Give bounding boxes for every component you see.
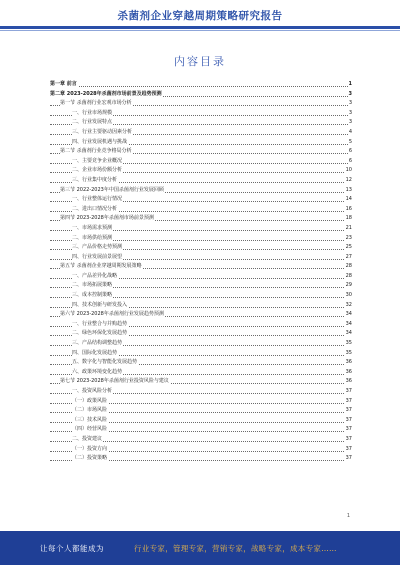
toc-entry-page: 16 bbox=[345, 205, 352, 215]
toc-entry-page: 18 bbox=[345, 214, 352, 224]
toc-entry-page: 28 bbox=[345, 272, 352, 282]
toc-entry-page: 6 bbox=[348, 157, 352, 167]
toc-entry-page: 36 bbox=[345, 358, 352, 368]
toc-entry[interactable] bbox=[50, 272, 352, 282]
toc-entry-page: 35 bbox=[345, 339, 352, 349]
toc-entry-label: （一）政策风险 bbox=[72, 397, 108, 407]
toc-entry-page: 28 bbox=[345, 262, 352, 272]
toc-entry[interactable] bbox=[50, 397, 352, 407]
toc-entry[interactable] bbox=[50, 320, 352, 330]
toc-entry-page: 37 bbox=[345, 445, 352, 455]
toc-entry-page: 34 bbox=[345, 320, 352, 330]
toc-entry-page: 3 bbox=[348, 90, 352, 100]
toc-entry-label: 第六节 2023-2028年杀菌剂行业发展趋势预测 bbox=[60, 310, 165, 320]
toc-entry-page: 32 bbox=[345, 301, 352, 311]
footer-slogan: 让每个人都能成为 bbox=[40, 544, 104, 553]
toc-entry-label: 四、国际化发展趋势 bbox=[72, 349, 118, 359]
toc-entry-label: 第七节 2023-2028年杀菌剂行业投资风险与建议 bbox=[60, 377, 170, 387]
toc-entry-label: 四、技术创新与研发投入 bbox=[72, 301, 128, 311]
toc-entry-label: 二、市场供给预测 bbox=[72, 234, 113, 244]
toc-entry[interactable] bbox=[50, 416, 352, 426]
toc-entry[interactable] bbox=[50, 281, 352, 291]
toc-entry-page: 1 bbox=[348, 80, 352, 90]
toc-entry[interactable] bbox=[50, 109, 352, 119]
toc-entry-page: 27 bbox=[345, 253, 352, 263]
toc-entry[interactable] bbox=[50, 205, 352, 215]
toc-entry[interactable] bbox=[50, 349, 352, 359]
table-of-contents bbox=[50, 80, 352, 464]
toc-entry[interactable] bbox=[50, 176, 352, 186]
toc-entry-page: 37 bbox=[345, 397, 352, 407]
toc-entry-label: 二、市场拓展策略 bbox=[72, 281, 113, 291]
toc-entry-page: 37 bbox=[345, 416, 352, 426]
toc-entry[interactable] bbox=[50, 387, 352, 397]
toc-entry-label: 六、政策环境变化趋势 bbox=[72, 368, 123, 378]
toc-entry[interactable] bbox=[50, 166, 352, 176]
page-number: 1 bbox=[346, 513, 350, 519]
toc-entry-label: （二）投资策略 bbox=[72, 454, 108, 464]
toc-entry-label: 三、行业主要驱动因素分析 bbox=[72, 128, 133, 138]
toc-entry-page: 37 bbox=[345, 387, 352, 397]
toc-entry[interactable] bbox=[50, 214, 352, 224]
toc-entry[interactable] bbox=[50, 234, 352, 244]
toc-entry-label: 第一章 前言 bbox=[50, 80, 78, 90]
toc-entry-page: 36 bbox=[345, 368, 352, 378]
toc-entry-label: （一）投资方向 bbox=[72, 445, 108, 455]
toc-entry-label: 二、进出口情况分析 bbox=[72, 205, 118, 215]
toc-entry-page: 13 bbox=[345, 186, 352, 196]
toc-entry-page: 4 bbox=[348, 128, 352, 138]
toc-entry-page: 37 bbox=[345, 435, 352, 445]
toc-entry[interactable] bbox=[50, 195, 352, 205]
toc-entry[interactable] bbox=[50, 454, 352, 464]
toc-entry-label: 第五节 杀菌剂企业穿越周期发展策略 bbox=[60, 262, 143, 272]
toc-entry[interactable] bbox=[50, 138, 352, 148]
toc-entry[interactable] bbox=[50, 157, 352, 167]
toc-entry-page: 14 bbox=[345, 195, 352, 205]
toc-entry-label: （四）经营风险 bbox=[72, 425, 108, 435]
toc-entry-page: 29 bbox=[345, 281, 352, 291]
toc-entry-page: 36 bbox=[345, 377, 352, 387]
toc-entry-label: 第二节 杀菌剂行业竞争格局分析 bbox=[60, 147, 133, 157]
toc-entry-page: 30 bbox=[345, 291, 352, 301]
toc-entry-page: 23 bbox=[345, 234, 352, 244]
toc-entry-page: 21 bbox=[345, 224, 352, 234]
toc-entry-label: 第一节 杀菌剂行业宏观市场分析 bbox=[60, 99, 133, 109]
toc-entry-page: 5 bbox=[348, 138, 352, 148]
report-header bbox=[0, 0, 400, 40]
toc-entry[interactable] bbox=[50, 406, 352, 416]
toc-entry[interactable] bbox=[50, 128, 352, 138]
toc-title: 内容目录 bbox=[174, 55, 226, 68]
toc-entry[interactable] bbox=[50, 339, 352, 349]
toc-entry-label: 第三节 2022-2023年中国杀菌剂行业发展回顾 bbox=[60, 186, 165, 196]
toc-entry-label: 五、数字化与智能化发展趋势 bbox=[72, 358, 138, 368]
toc-entry-label: （三）技术风险 bbox=[72, 416, 108, 426]
toc-entry-page: 34 bbox=[345, 310, 352, 320]
toc-entry-page: 3 bbox=[348, 99, 352, 109]
toc-entry[interactable] bbox=[50, 243, 352, 253]
toc-entry-label: 二、投资建议 bbox=[72, 435, 103, 445]
toc-entry[interactable] bbox=[50, 147, 352, 157]
toc-entry-page: 25 bbox=[345, 243, 352, 253]
toc-entry[interactable] bbox=[50, 262, 352, 272]
toc-entry-label: 第二章 2023-2028年杀菌剂市场前景及趋势预测 bbox=[50, 90, 163, 100]
toc-entry-label: 一、行业市场规模 bbox=[72, 109, 113, 119]
toc-entry[interactable] bbox=[50, 224, 352, 234]
toc-entry[interactable] bbox=[50, 377, 352, 387]
toc-entry[interactable] bbox=[50, 118, 352, 128]
toc-entry-label: 第四节 2023-2028年杀菌剂市场前景预测 bbox=[60, 214, 155, 224]
header-divider-thin bbox=[0, 30, 400, 31]
toc-entry-label: 二、行业发展特点 bbox=[72, 118, 113, 128]
toc-entry[interactable] bbox=[50, 368, 352, 378]
toc-entry-page: 3 bbox=[348, 109, 352, 119]
toc-entry[interactable] bbox=[50, 253, 352, 263]
toc-entry[interactable] bbox=[50, 301, 352, 311]
toc-entry-page: 37 bbox=[345, 406, 352, 416]
toc-entry-page: 34 bbox=[345, 329, 352, 339]
footer-tagline: 行业专家，管理专家，营销专家，战略专家，成本专家…… bbox=[134, 544, 337, 553]
toc-entry-label: 一、产品差异化战略 bbox=[72, 272, 118, 282]
toc-entry[interactable] bbox=[50, 99, 352, 109]
toc-entry[interactable] bbox=[50, 291, 352, 301]
toc-entry-label: （二）市场风险 bbox=[72, 406, 108, 416]
toc-entry-label: 一、主要竞争企业概况 bbox=[72, 157, 123, 167]
toc-entry-label: 二、企业市场份额分析 bbox=[72, 166, 123, 176]
toc-entry-label: 三、行业集中度分析 bbox=[72, 176, 118, 186]
toc-entry[interactable] bbox=[50, 445, 352, 455]
toc-entry[interactable] bbox=[50, 186, 352, 196]
toc-entry-label: 三、成本控制策略 bbox=[72, 291, 113, 301]
toc-entry[interactable] bbox=[50, 90, 352, 100]
toc-entry-page: 37 bbox=[345, 454, 352, 464]
toc-leader-dots bbox=[50, 86, 352, 87]
toc-entry[interactable] bbox=[50, 358, 352, 368]
toc-entry[interactable] bbox=[50, 425, 352, 435]
toc-entry[interactable] bbox=[50, 80, 352, 90]
toc-entry[interactable] bbox=[50, 310, 352, 320]
toc-entry-label: 二、绿色环保化发展趋势 bbox=[72, 329, 128, 339]
toc-entry-page: 37 bbox=[345, 425, 352, 435]
toc-entry-label: 一、投资风险分析 bbox=[72, 387, 113, 397]
report-title: 杀菌剂企业穿越周期策略研究报告 bbox=[117, 10, 283, 22]
toc-entry-label: 一、行业整体运行情况 bbox=[72, 195, 123, 205]
footer-banner bbox=[0, 531, 400, 565]
toc-entry[interactable] bbox=[50, 329, 352, 339]
toc-entry-label: 三、产品结构调整趋势 bbox=[72, 339, 123, 349]
toc-entry-page: 10 bbox=[345, 166, 352, 176]
toc-entry-label: 一、行业整合与并购趋势 bbox=[72, 320, 128, 330]
toc-entry-page: 35 bbox=[345, 349, 352, 359]
toc-entry-label: 四、行业发展机遇与挑战 bbox=[72, 138, 128, 148]
toc-entry[interactable] bbox=[50, 435, 352, 445]
header-divider bbox=[0, 26, 400, 29]
toc-entry-page: 6 bbox=[348, 147, 352, 157]
toc-entry-label: 三、产品价格走势预测 bbox=[72, 243, 123, 253]
toc-entry-label: 一、市场需求预测 bbox=[72, 224, 113, 234]
toc-entry-label: 四、行业发展前景展望 bbox=[72, 253, 123, 263]
toc-entry-page: 3 bbox=[348, 118, 352, 128]
toc-entry-page: 12 bbox=[345, 176, 352, 186]
